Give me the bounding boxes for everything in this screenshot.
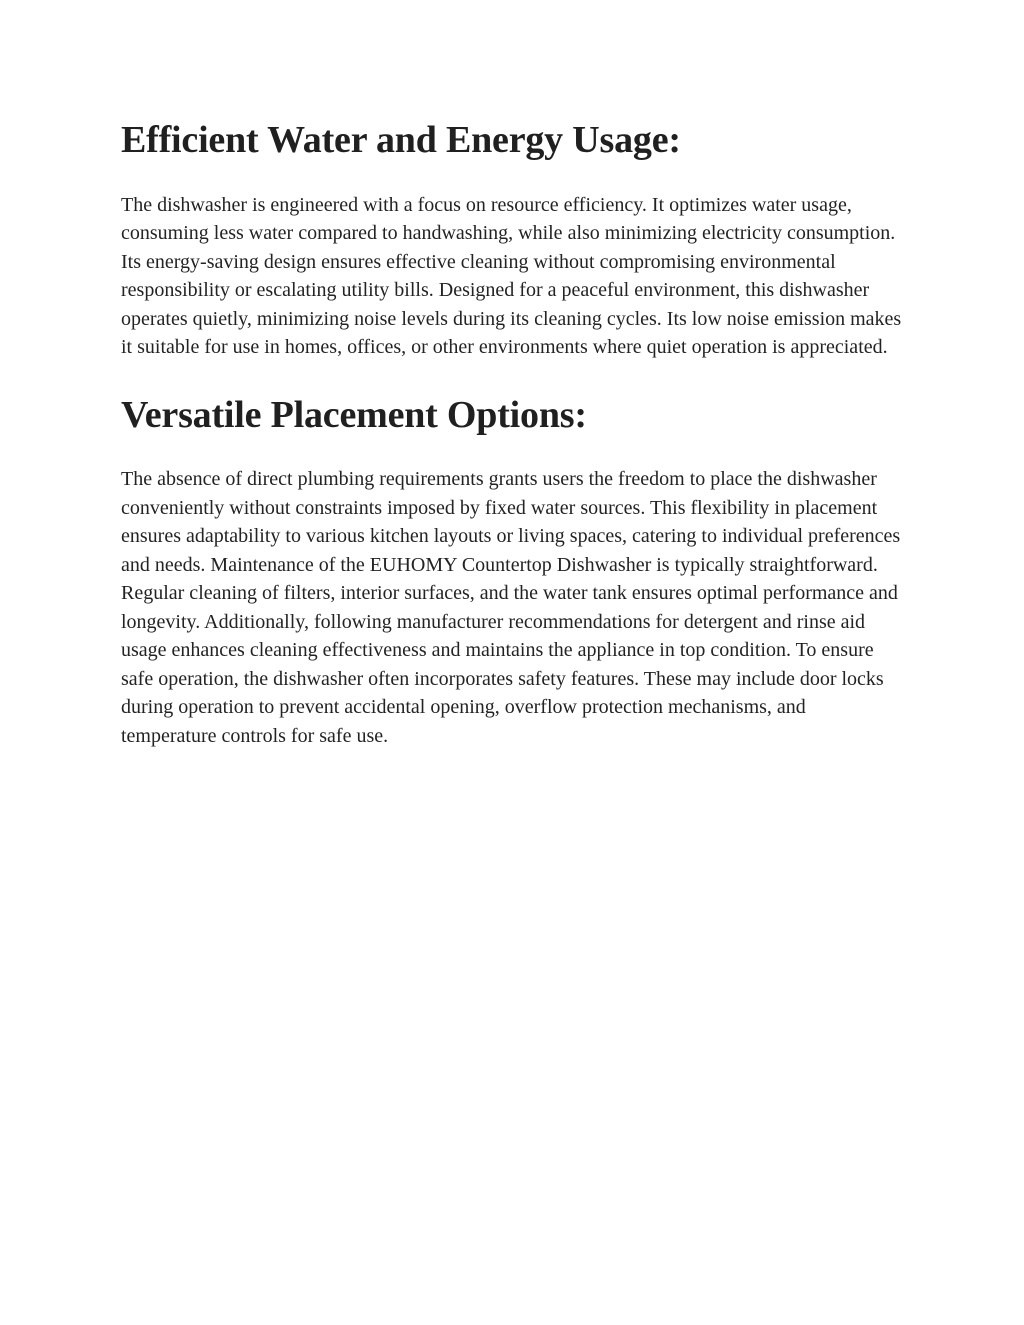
section-body-versatile-placement: The absence of direct plumbing requirements grants users the freedom to place the dishwasher conveniently without constraints imposed by fixed water sources. This flexibility in placement ensures adaptability to various kitchen layouts or living spaces, catering to individual preferences and needs. Maintenance of the EUHOMY Countertop Dishwasher is typically straightforward. Regular cleaning of filters, interior surfaces, and the water tank ensures optimal performance and longevity. Additionally, following manufacturer recommendations for detergent and rinse aid usage enhances cleaning effectiveness and maintains the appliance in top condition. To ensure safe operation, the dishwasher often incorporates safety features. These may include door locks during operation to prevent accidental opening, overflow protection mechanisms, and temperature controls for safe use. [121, 468, 901, 747]
section-body-efficient-water-energy: The dishwasher is engineered with a focus on resource efficiency. It optimizes water usage, consuming less water compared to handwashing, while also minimizing electricity consumption. Its energy-saving design ensures effective cleaning without compromising environmental responsibility or escalating utility bills. Designed for a peaceful environment, this dishwasher operates quietly, minimizing noise levels during its cleaning cycles. Its low noise emission makes it suitable for use in homes, offices, or other environments where quiet operation is appreciated. [121, 193, 902, 359]
section-heading-efficient-water-energy: Efficient Water and Energy Usage: [121, 119, 681, 161]
section-heading-versatile-placement: Versatile Placement Options: [121, 393, 587, 436]
section-versatile-placement [121, 394, 903, 751]
section-efficient-water-energy [121, 119, 903, 362]
